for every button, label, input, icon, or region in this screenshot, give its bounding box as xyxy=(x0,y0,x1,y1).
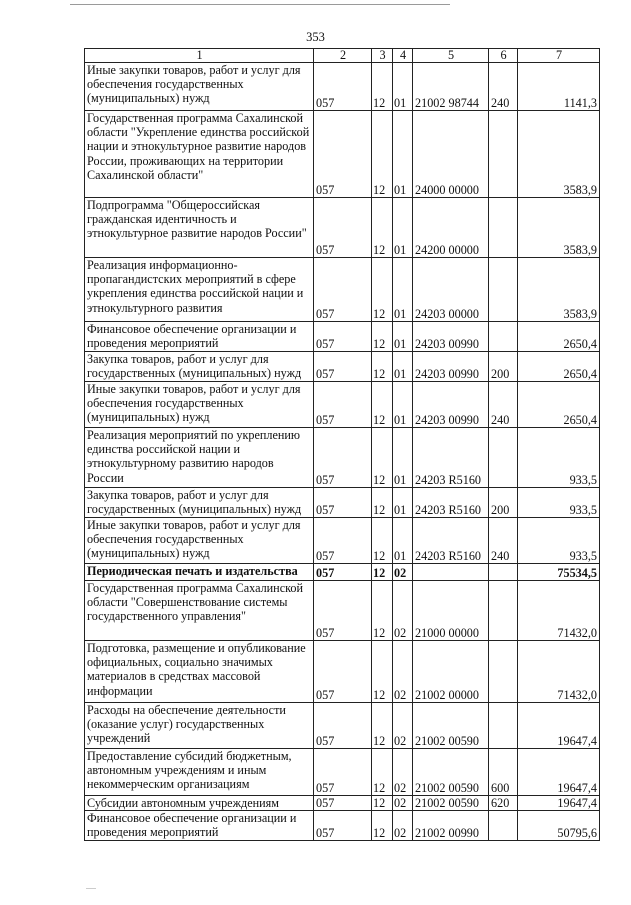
section-cell: 12 xyxy=(372,63,393,111)
target-article-cell: 24203 00990 xyxy=(413,352,489,382)
row-name-cell: Подготовка, размещение и опубликование официальных, социально значимых материалов в средствах массовой информации xyxy=(85,641,314,703)
subsection-cell: 01 xyxy=(393,518,413,564)
code-cell: 057 xyxy=(314,198,372,258)
code-cell: 057 xyxy=(314,63,372,111)
target-article-cell: 21002 00000 xyxy=(413,641,489,703)
section-cell: 12 xyxy=(372,749,393,796)
table-row xyxy=(85,352,600,382)
table-header-row xyxy=(85,49,600,63)
row-name-cell: Подпрограмма "Общероссийская гражданская идентичность и этнокультурное развитие народов России" xyxy=(85,198,314,258)
table-row xyxy=(85,703,600,749)
target-article-cell: 24203 00990 xyxy=(413,322,489,352)
amount-cell: 933,5 xyxy=(518,488,600,518)
code-cell: 057 xyxy=(314,796,372,811)
section-cell: 12 xyxy=(372,703,393,749)
target-article-cell: 21002 00990 xyxy=(413,811,489,841)
target-article-cell: 24203 00990 xyxy=(413,382,489,428)
amount-cell: 2650,4 xyxy=(518,322,600,352)
code-cell: 057 xyxy=(314,811,372,841)
subsection-cell: 01 xyxy=(393,382,413,428)
target-article-cell: 21002 98744 xyxy=(413,63,489,111)
row-name-cell: Предоставление субсидий бюджетным, автономным учреждениям и иным некоммерческим организациям xyxy=(85,749,314,796)
expense-type-cell xyxy=(489,811,518,841)
row-name-cell: Иные закупки товаров, работ и услуг для обеспечения государственных (муниципальных) нужд xyxy=(85,518,314,564)
amount-cell: 19647,4 xyxy=(518,749,600,796)
scan-edge-line xyxy=(70,4,450,5)
target-article-cell: 21000 00000 xyxy=(413,581,489,641)
subsection-cell: 01 xyxy=(393,258,413,322)
code-cell: 057 xyxy=(314,352,372,382)
subsection-cell: 02 xyxy=(393,811,413,841)
subsection-cell: 01 xyxy=(393,352,413,382)
table-row xyxy=(85,641,600,703)
expense-type-cell: 200 xyxy=(489,488,518,518)
section-cell: 12 xyxy=(372,518,393,564)
subsection-cell: 02 xyxy=(393,796,413,811)
budget-table xyxy=(84,48,600,841)
table-row xyxy=(85,198,600,258)
subsection-cell: 02 xyxy=(393,749,413,796)
table-row xyxy=(85,581,600,641)
subsection-cell: 02 xyxy=(393,703,413,749)
row-name-cell: Субсидии автономным учреждениям xyxy=(85,796,314,811)
subsection-cell: 01 xyxy=(393,63,413,111)
target-article-cell: 24203 00000 xyxy=(413,258,489,322)
code-cell: 057 xyxy=(314,382,372,428)
target-article-cell: 24000 00000 xyxy=(413,111,489,198)
expense-type-cell xyxy=(489,258,518,322)
header-cell: 3 xyxy=(372,49,393,63)
scan-mark xyxy=(86,888,96,889)
target-article-cell: 24200 00000 xyxy=(413,198,489,258)
header-cell: 2 xyxy=(314,49,372,63)
code-cell: 057 xyxy=(314,258,372,322)
row-name-cell: Расходы на обеспечение деятельности (оказание услуг) государственных учреждений xyxy=(85,703,314,749)
amount-cell: 19647,4 xyxy=(518,703,600,749)
section-cell: 12 xyxy=(372,428,393,488)
row-name-cell: Государственная программа Сахалинской области "Совершенствование системы государственного управления" xyxy=(85,581,314,641)
table-row xyxy=(85,63,600,111)
code-cell: 057 xyxy=(314,111,372,198)
table-row xyxy=(85,488,600,518)
code-cell: 057 xyxy=(314,322,372,352)
section-cell: 12 xyxy=(372,322,393,352)
expense-type-cell xyxy=(489,198,518,258)
expense-type-cell: 200 xyxy=(489,352,518,382)
section-cell: 12 xyxy=(372,488,393,518)
amount-cell: 19647,4 xyxy=(518,796,600,811)
amount-cell: 933,5 xyxy=(518,428,600,488)
expense-type-cell xyxy=(489,581,518,641)
subsection-cell: 01 xyxy=(393,488,413,518)
expense-type-cell: 240 xyxy=(489,63,518,111)
header-cell: 4 xyxy=(393,49,413,63)
section-cell: 12 xyxy=(372,581,393,641)
row-name-cell: Закупка товаров, работ и услуг для государственных (муниципальных) нужд xyxy=(85,488,314,518)
header-cell: 7 xyxy=(518,49,600,63)
page-number: 353 xyxy=(306,30,325,44)
subsection-cell: 02 xyxy=(393,581,413,641)
expense-type-cell: 240 xyxy=(489,382,518,428)
expense-type-cell xyxy=(489,641,518,703)
code-cell: 057 xyxy=(314,703,372,749)
table-row xyxy=(85,382,600,428)
section-cell: 12 xyxy=(372,198,393,258)
row-name-cell: Реализация мероприятий по укреплению единства российской нации и этнокультурному развитию народов России xyxy=(85,428,314,488)
row-name-cell: Финансовое обеспечение организации и проведения мероприятий xyxy=(85,811,314,841)
amount-cell: 71432,0 xyxy=(518,641,600,703)
amount-cell: 933,5 xyxy=(518,518,600,564)
amount-cell: 3583,9 xyxy=(518,111,600,198)
amount-cell: 3583,9 xyxy=(518,258,600,322)
row-name-cell: Государственная программа Сахалинской области "Укрепление единства российской нации и этнокультурное развитие народов России, проживающих на территории Сахалинской области" xyxy=(85,111,314,198)
row-name-cell: Реализация информационно-пропагандистских мероприятий в сфере укрепления единства российской нации и этнокультурного развития xyxy=(85,258,314,322)
code-cell: 057 xyxy=(314,518,372,564)
table-row xyxy=(85,564,600,581)
row-name-cell: Иные закупки товаров, работ и услуг для обеспечения государственных (муниципальных) нужд xyxy=(85,382,314,428)
header-cell: 1 xyxy=(85,49,314,63)
code-cell: 057 xyxy=(314,581,372,641)
section-cell: 12 xyxy=(372,564,393,581)
row-name-cell: Иные закупки товаров, работ и услуг для обеспечения государственных (муниципальных) нужд xyxy=(85,63,314,111)
amount-cell: 71432,0 xyxy=(518,581,600,641)
section-cell: 12 xyxy=(372,641,393,703)
subsection-cell: 01 xyxy=(393,198,413,258)
amount-cell: 2650,4 xyxy=(518,352,600,382)
table-row xyxy=(85,796,600,811)
target-article-cell: 24203 R5160 xyxy=(413,518,489,564)
section-cell: 12 xyxy=(372,382,393,428)
expense-type-cell xyxy=(489,111,518,198)
section-cell: 12 xyxy=(372,811,393,841)
section-cell: 12 xyxy=(372,258,393,322)
amount-cell: 50795,6 xyxy=(518,811,600,841)
section-cell: 12 xyxy=(372,111,393,198)
target-article-cell: 21002 00590 xyxy=(413,796,489,811)
header-cell: 5 xyxy=(413,49,489,63)
target-article-cell: 21002 00590 xyxy=(413,749,489,796)
subsection-cell: 02 xyxy=(393,564,413,581)
code-cell: 057 xyxy=(314,488,372,518)
section-cell: 12 xyxy=(372,796,393,811)
subsection-cell: 02 xyxy=(393,641,413,703)
table-row xyxy=(85,749,600,796)
target-article-cell xyxy=(413,564,489,581)
table-row xyxy=(85,428,600,488)
table-row xyxy=(85,322,600,352)
expense-type-cell xyxy=(489,322,518,352)
code-cell: 057 xyxy=(314,428,372,488)
expense-type-cell: 240 xyxy=(489,518,518,564)
table-row xyxy=(85,111,600,198)
target-article-cell: 24203 R5160 xyxy=(413,428,489,488)
code-cell: 057 xyxy=(314,641,372,703)
header-cell: 6 xyxy=(489,49,518,63)
expense-type-cell: 600 xyxy=(489,749,518,796)
table-row xyxy=(85,258,600,322)
row-name-cell: Закупка товаров, работ и услуг для государственных (муниципальных) нужд xyxy=(85,352,314,382)
expense-type-cell: 620 xyxy=(489,796,518,811)
table-row xyxy=(85,518,600,564)
amount-cell: 2650,4 xyxy=(518,382,600,428)
code-cell: 057 xyxy=(314,749,372,796)
subsection-cell: 01 xyxy=(393,322,413,352)
target-article-cell: 24203 R5160 xyxy=(413,488,489,518)
subsection-cell: 01 xyxy=(393,428,413,488)
amount-cell: 3583,9 xyxy=(518,198,600,258)
subsection-cell: 01 xyxy=(393,111,413,198)
row-name-cell: Финансовое обеспечение организации и проведения мероприятий xyxy=(85,322,314,352)
table-row xyxy=(85,811,600,841)
amount-cell: 1141,3 xyxy=(518,63,600,111)
code-cell: 057 xyxy=(314,564,372,581)
section-cell: 12 xyxy=(372,352,393,382)
expense-type-cell xyxy=(489,564,518,581)
amount-cell: 75534,5 xyxy=(518,564,600,581)
expense-type-cell xyxy=(489,428,518,488)
row-name-cell: Периодическая печать и издательства xyxy=(85,564,314,581)
expense-type-cell xyxy=(489,703,518,749)
target-article-cell: 21002 00590 xyxy=(413,703,489,749)
